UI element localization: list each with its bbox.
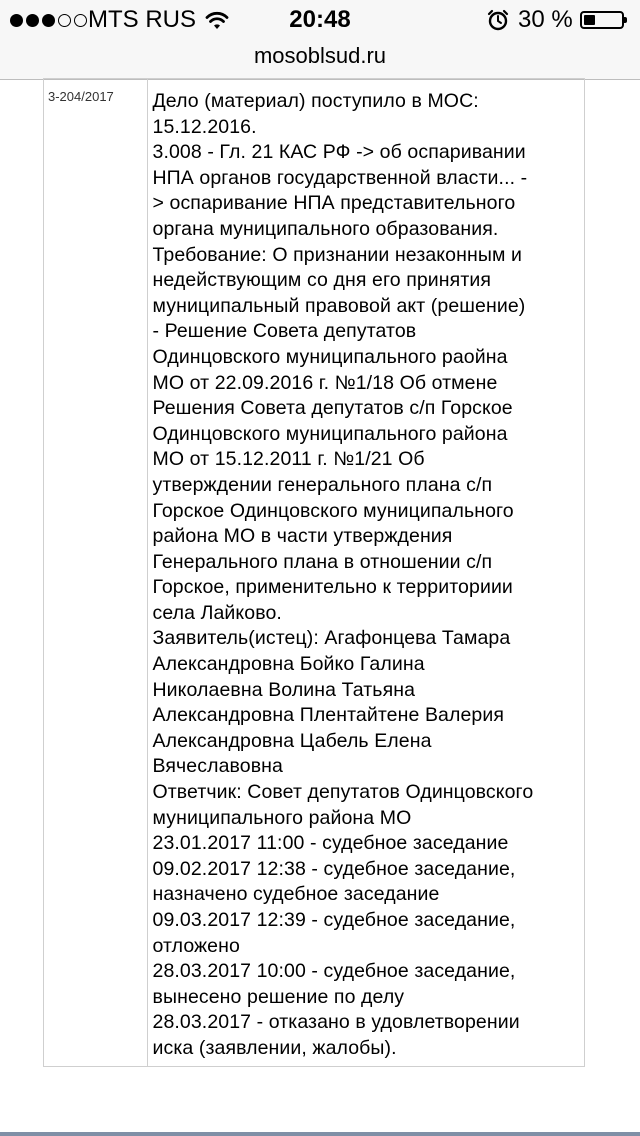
case-text-line: > оспаривание НПА представительного: [152, 192, 516, 215]
case-text-line: Решения Совета депутатов с/п Горское: [152, 397, 513, 420]
case-text-line: назначено судебное заседание: [152, 883, 440, 906]
case-text-line: - Решение Совета депутатов: [152, 320, 417, 343]
carrier-name: MTS RUS: [88, 6, 196, 33]
toolbar-edge: [0, 1132, 640, 1136]
web-page-content: [0, 80, 640, 1136]
case-text-line: Дело (материал) поступило в МОС:: [152, 90, 479, 112]
battery-level: [584, 15, 595, 25]
battery-cap: [624, 17, 627, 23]
table-row: [44, 79, 585, 1067]
address-bar-url[interactable]: mosoblsud.ru: [253, 43, 387, 68]
case-text-line: села Лайково.: [152, 601, 282, 624]
case-text-line: иска (заявлении, жалобы).: [152, 1036, 397, 1059]
case-text-line: 15.12.2016.: [152, 115, 257, 138]
case-text-line: 09.03.2017 12:39 - судебное заседание,: [152, 909, 516, 931]
case-text-line: 23.01.2017 11:00 - судебное заседание: [152, 832, 509, 855]
case-text-line: Горское, применительно к территориии: [152, 576, 513, 599]
case-text-line: муниципальный правовой акт (решение): [152, 294, 526, 317]
case-text-line: Одинцовского муниципального района: [152, 422, 508, 445]
case-text-line: муниципального района МО: [152, 806, 412, 829]
case-text-line: отложено: [152, 934, 240, 957]
case-text-line: 28.03.2017 - отказано в удовлетворении: [152, 1011, 520, 1034]
case-text-line: Николаевна Волина Татьяна: [152, 678, 416, 701]
case-text-line: 09.02.2017 12:38 - судебное заседание,: [152, 857, 516, 880]
case-text-line: Генерального плана в отношении с/п: [152, 550, 493, 573]
case-text-line: Требование: О признании незаконным и: [152, 243, 522, 266]
case-text-line: органа муниципального образования.: [152, 217, 499, 240]
case-text-line: Заявитель(истец): Агафонцева Тамара: [152, 627, 511, 650]
case-text-line: утверждении генерального плана с/п: [152, 473, 493, 496]
case-text-line: 3.008 - Гл. 21 КАС РФ -> об оспаривании: [152, 141, 526, 164]
case-text-line: района МО в части утверждения: [152, 525, 453, 548]
battery-icon: [580, 11, 624, 29]
case-text-line: Александровна Цабель Елена: [152, 729, 432, 752]
case-text-line: Одинцовского муниципального раойна: [152, 345, 508, 368]
browser-top-bar: [0, 0, 640, 80]
case-text-line: Вячеславовна: [152, 755, 283, 778]
case-text-line: Ответчик: Совет депутатов Одинцовского: [152, 781, 534, 804]
case-text-line: 28.03.2017 10:00 - судебное заседание,: [152, 960, 516, 983]
case-text-line: вынесено решение по делу: [152, 985, 405, 1008]
case-text-line: МО от 15.12.2011 г. №1/21 Об: [152, 448, 425, 471]
case-text-line: Горское Одинцовского муниципального: [152, 499, 514, 522]
battery-percent: 30 %: [518, 6, 573, 33]
case-text-line: МО от 22.09.2016 г. №1/18 Об отмене: [152, 371, 498, 394]
case-text-line: Александровна Плентайтене Валерия: [152, 704, 505, 727]
case-text-line: недействующим со дня его принятия: [152, 269, 492, 292]
case-number[interactable]: 3-204/2017: [44, 79, 148, 1067]
case-text-line: НПА органов государственной власти... -: [152, 166, 528, 189]
alarm-icon: [487, 9, 509, 31]
case-table: [43, 78, 585, 1067]
status-bar: [0, 0, 640, 40]
case-text-line: Александровна Бойко Галина: [152, 653, 425, 676]
clock-time: 20:48: [289, 6, 351, 33]
case-description: [147, 79, 585, 1067]
